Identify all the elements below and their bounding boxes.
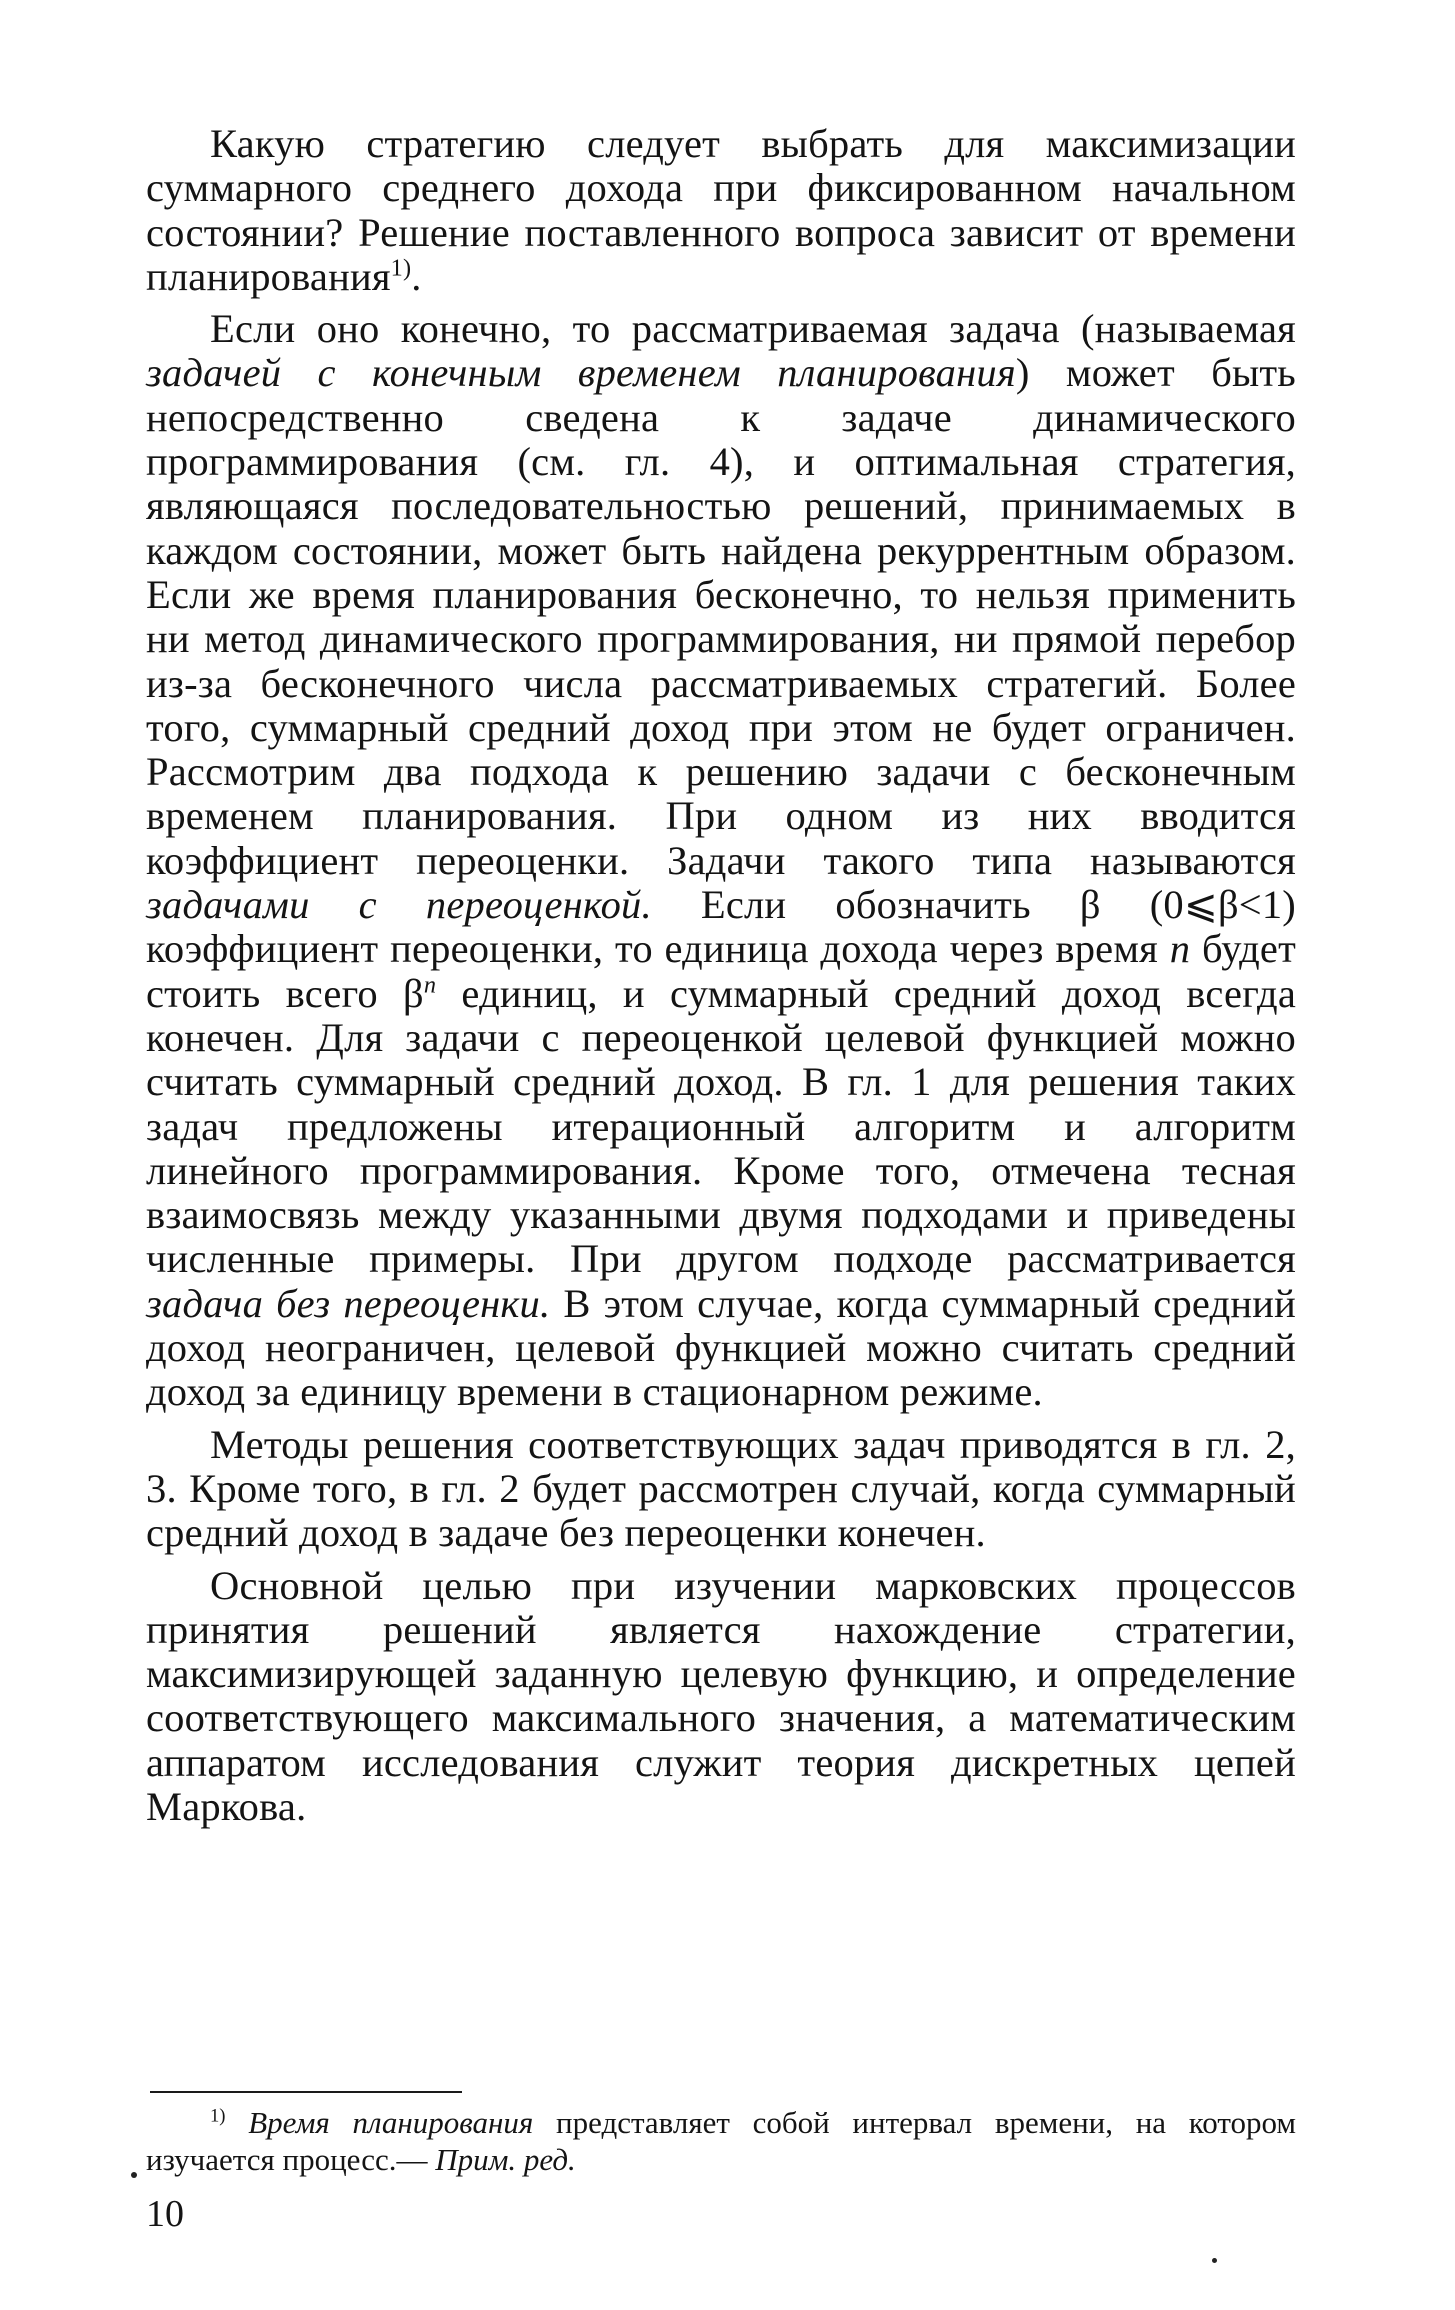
page-number: 10 bbox=[146, 2193, 184, 2235]
italic-term: задачами с переоценкой. bbox=[146, 882, 652, 928]
footnote-divider bbox=[150, 2091, 462, 2093]
text-span: будет стоить всего β bbox=[146, 926, 1296, 1016]
text-span: Основной целью при изучении марковских процессов принятия решений является нахождение стратегии, максимизирующей заданную целевую функцию, и определение соответствующего максимального значения, а математическим аппаратом исследования служит теория дискретных цепей Маркова. bbox=[146, 1562, 1296, 1829]
italic-term: задачей с конечным временем планирования bbox=[146, 350, 1016, 396]
main-text bbox=[146, 122, 1296, 1829]
paragraph-1 bbox=[146, 122, 1296, 299]
footnote bbox=[146, 2104, 1296, 2178]
italic-abbrev: Прим. ред. bbox=[435, 2142, 576, 2177]
text-span: Если обозначить β (0⩽β<1) коэффициент переоценки, то единица дохода через время bbox=[146, 882, 1296, 972]
italic-exponent: n bbox=[423, 971, 437, 999]
text-span: . bbox=[411, 253, 422, 299]
italic-variable: n bbox=[1169, 926, 1191, 972]
paragraph-2 bbox=[146, 307, 1296, 1414]
exponent bbox=[424, 971, 436, 998]
text-span: В этом случае, когда суммарный средний доход неограничен, целевой функцией можно считать средний доход за единицу времени в стационарном режиме. bbox=[146, 1280, 1296, 1415]
text-span: Методы решения соответствующих задач приводятся в гл. 2, 3. Кроме того, в гл. 2 будет рассмотрен случай, когда суммарный средний доход в задаче без переоценки конечен. bbox=[146, 1421, 1296, 1556]
text-span: Если оно конечно, то рассматриваемая задача (называемая bbox=[210, 306, 1296, 352]
italic-term: задача без переоценки. bbox=[146, 1280, 551, 1326]
footnote-ref: 1) bbox=[390, 254, 412, 282]
text-span: представляет собой интервал времени, на котором изучается процесс.— bbox=[146, 2105, 1296, 2177]
text-span: ) может быть непосредственно сведена к задаче динамического программирования (см. гл. 4), и оптимальная стратегия, являющаяся последовательностью решений, принимаемых в каждом состоянии, может быть найдена рекуррентным образом. Если же время планирования бесконечно, то нельзя применить ни метод динамического программирования, ни прямой перебор из-за бесконечного числа рассматриваемых стратегий. Более того, суммарный средний доход при этом не будет ограничен. Рассмотрим два подхода к решению задачи с бесконечным временем планирования. При одном из них вводится коэффициент переоценки. Задачи такого типа называются bbox=[146, 350, 1296, 883]
text-span: единиц, и суммарный средний доход всегда конечен. Для задачи с переоценкой целевой функцией можно считать суммарный средний доход. В гл. 1 для решения таких задач предложены итерационный алгоритм и алгоритм линейного программирования. Кроме того, отмечена тесная взаимосвязь между указанными двумя подходами и приведены численные примеры. При другом подходе рассматривается bbox=[146, 970, 1297, 1282]
print-speck bbox=[1212, 2258, 1217, 2263]
paragraph-4 bbox=[146, 1564, 1296, 1830]
footnote-marker: 1) bbox=[210, 2105, 226, 2127]
text-span: Какую стратегию следует выбрать для максимизации суммарного среднего дохода при фиксированном начальном состоянии? Решение поставленного вопроса зависит от времени планирования bbox=[146, 121, 1296, 299]
print-speck bbox=[131, 2172, 137, 2178]
paragraph-3 bbox=[146, 1423, 1296, 1556]
italic-term: Время планирования bbox=[248, 2105, 534, 2140]
